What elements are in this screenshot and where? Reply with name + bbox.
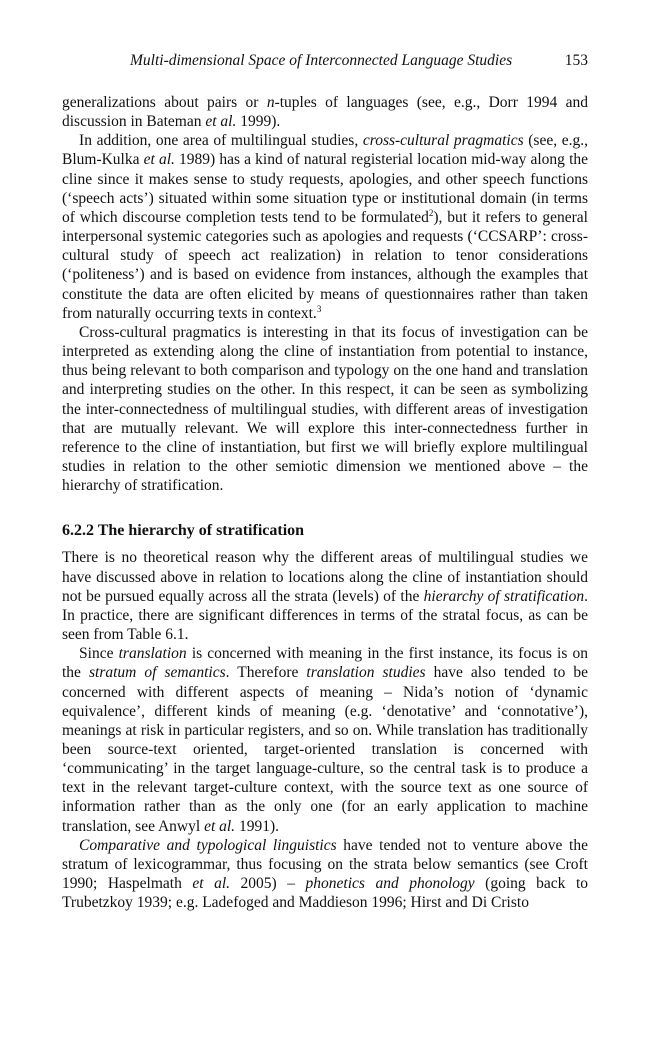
footnote-ref: 3 [316, 303, 322, 314]
running-title: Multi-dimensional Space of Interconnected Language Studies [130, 52, 513, 69]
running-header [62, 52, 588, 76]
footnote-ref: 2 [428, 207, 434, 218]
section-heading: 6.2.2 The hierarchy of stratification [62, 522, 305, 540]
paragraph-stratification: There is no theoretical reason why the different areas of multilingual studies we have discussed above in relation to locations along the cline of instantiation should not be pursued equally across all the strata (levels) of the hierarchy of stratification. In practice, there are significant differences in terms of the stratal focus, as can be seen from Table 6.1. [62, 549, 588, 644]
paragraph-continuation: generalizations about pairs or n-tuples of languages (see, e.g., Dorr 1994 and discussion in Bateman et al. 1999). [62, 94, 589, 131]
paragraph-interconnectedness: Cross-cultural pragmatics is interesting in that its focus of investigation can be interpreted as extending along the cline of instantiation from potential to instance, thus being relevant to both comparison and typology on the one hand and translation and interpreting studies on the other. In this respect, it can be seen as symbolizing the inter-connectedness of multilingual studies, with different areas of investigation that are mutually relevant. We will explore this inter-connectedness further in reference to the cline of instantiation, but first we will briefly explore multilingual studies in relation to the other semiotic dimension we mentioned above – the hierarchy of stratification. [62, 323, 588, 495]
paragraph-comparative-linguistics: Comparative and typological linguistics have tended not to venture above the stratum of lexicogrammar, thus focusing on the strata below semantics (see Croft 1990; Haspelmath et al. 2005) – phonetics and phonology (going back to Trubetzkoy 1939; e.g. Ladefoged and Maddieson 1996; Hirst and Di Cristo [62, 836, 588, 912]
page-number: 153 [564, 52, 588, 69]
paragraph-cross-cultural-pragmatics: In addition, one area of multilingual studies, cross-cultural pragmatics (see, e.g., Blum-Kulka et al. 1989) has a kind of natural registerial location mid-way along the cline since it makes sense to study requests, apologies, and other speech functions (‘speech acts’) situated within some situation type or institutional domain (in terms of which discourse completion tests tend to be formulated$^2$), but it refers to general interpersonal systemic categories such as apologies and requests (‘CCSARP’: cross-cultural study of speech act realization) in relation to tenor considerations (‘politeness’) and is based on evidence from instances, although the examples that constitute the data are often elicited by means of questionnaires rather than taken from naturally occurring texts in context.$^3$ [62, 132, 588, 322]
paragraph-translation: Since translation is concerned with meaning in the first instance, its focus is on the stratum of semantics. Therefore translation studies have also tended to be concerned with different aspects of meaning – Nida’s notion of ‘dynamic equivalence’, different kinds of meaning (e.g. ‘denotative’ and ‘connotative’), meanings at risk in particular registers, and so on. While translation has traditionally been source-text oriented, target-oriented translation is concerned with ‘communicating’ in the target language-culture, so the central task is to produce a text in the relevant target-culture context, with the source text as one source of information rather than as the only one (for an early application to machine translation, see Anwyl et al. 1991). [62, 645, 589, 835]
body-text [62, 93, 588, 912]
